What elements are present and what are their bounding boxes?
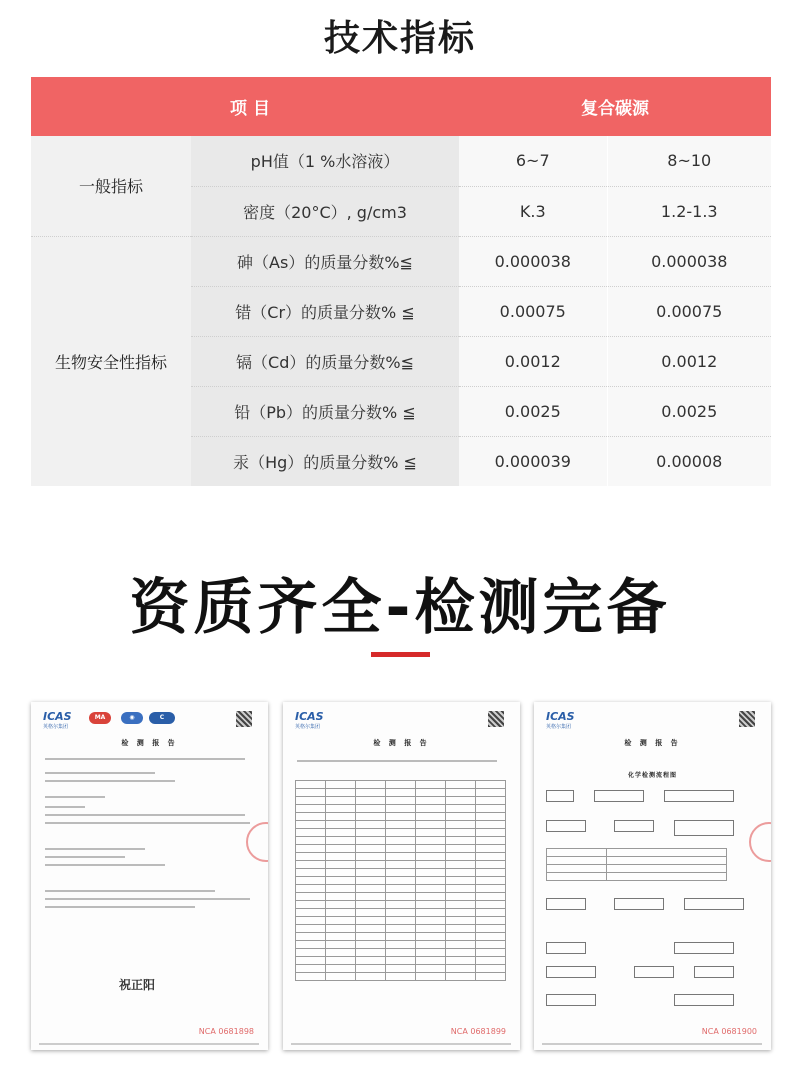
row-value-1: 0.000038: [459, 236, 607, 286]
text-line: [45, 906, 195, 908]
flow-box: [674, 994, 734, 1006]
row-value-2: 0.0025: [607, 386, 771, 436]
cnas-badge-icon: C: [149, 712, 175, 724]
text-line: [45, 822, 250, 824]
row-item: 错（Cr）的质量分数% ≦: [191, 286, 459, 336]
text-line: [45, 890, 215, 892]
signature: 祝正阳: [119, 978, 156, 992]
text-line: [45, 796, 105, 798]
text-line: [45, 864, 165, 866]
seal-stamp: [246, 822, 268, 862]
flow-box: [546, 994, 596, 1006]
flow-box: [674, 820, 734, 836]
row-value-2: 8~10: [607, 136, 771, 186]
ma-badge-icon: MA: [89, 712, 111, 724]
flow-box: [546, 942, 586, 954]
flow-box: [546, 898, 586, 910]
footer-line: [39, 1043, 259, 1045]
flow-box: [614, 898, 664, 910]
logo-subtitle: 英格尔集团: [43, 724, 69, 730]
flow-box: [614, 820, 654, 832]
row-value-1: 0.00075: [459, 286, 607, 336]
row-item: 镉（Cd）的质量分数%≦: [191, 336, 459, 386]
row-item: pH值（1 %水溶液）: [191, 136, 459, 186]
group-general: 一般指标: [31, 136, 191, 236]
flow-box: [546, 790, 574, 802]
row-value-2: 1.2-1.3: [607, 186, 771, 236]
row-value-2: 0.0012: [607, 336, 771, 386]
cert-serial: NCA 0681900: [701, 1027, 757, 1036]
row-value-1: 6~7: [459, 136, 607, 186]
spec-table: [31, 77, 771, 486]
icas-logo: ICAS: [295, 710, 324, 723]
row-item: 汞（Hg）的质量分数% ≦: [191, 436, 459, 486]
row-value-1: 0.0025: [459, 386, 607, 436]
text-line: [45, 848, 145, 850]
flow-box: [664, 790, 734, 802]
flow-box: [694, 966, 734, 978]
certificate-image-2[interactable]: [283, 702, 520, 1050]
text-line: [45, 772, 155, 774]
reagent-table: [546, 848, 727, 881]
footer-line: [291, 1043, 511, 1045]
flow-box: [546, 820, 586, 832]
cert-heading: 检 测 报 告: [121, 739, 178, 747]
section-title-tech-specs: 技术指标: [323, 18, 476, 59]
row-value-2: 0.000038: [607, 236, 771, 286]
row-value-1: 0.0012: [459, 336, 607, 386]
seal-stamp: [749, 822, 771, 862]
title-underline: [371, 652, 430, 657]
table-header-row: [31, 77, 771, 136]
logo-subtitle: 英格尔集团: [546, 724, 572, 730]
flow-box: [546, 966, 596, 978]
qr-code-icon: [739, 711, 755, 727]
icas-logo: ICAS: [43, 710, 72, 723]
text-line: [45, 806, 85, 808]
cert-subheading: 化学检测流程图: [627, 772, 677, 779]
row-item: 砷（As）的质量分数%≦: [191, 236, 459, 286]
results-table: [295, 780, 506, 981]
section-title-certifications: 资质齐全-检测完备: [129, 573, 671, 643]
text-line: [45, 780, 175, 782]
flow-box: [684, 898, 744, 910]
certificate-image-3[interactable]: [534, 702, 771, 1050]
row-value-1: K.3: [459, 186, 607, 236]
header-product: 复合碳源: [459, 77, 771, 136]
cert-serial: NCA 0681899: [450, 1027, 506, 1036]
qr-code-icon: [488, 711, 504, 727]
logo-subtitle: 英格尔集团: [295, 724, 321, 730]
flow-box: [674, 942, 734, 954]
row-value-2: 0.00008: [607, 436, 771, 486]
row-item: 铅（Pb）的质量分数% ≦: [191, 386, 459, 436]
row-value-2: 0.00075: [607, 286, 771, 336]
certificate-image-1[interactable]: [31, 702, 268, 1050]
ilac-badge-icon: ◉: [121, 712, 143, 724]
group-biosafety: 生物安全性指标: [31, 236, 191, 486]
text-line: [45, 814, 245, 816]
table-row: [31, 236, 771, 286]
row-value-1: 0.000039: [459, 436, 607, 486]
flow-box: [634, 966, 674, 978]
cert-serial: NCA 0681898: [198, 1027, 254, 1036]
cert-heading: 检 测 报 告: [373, 739, 430, 747]
flow-box: [594, 790, 644, 802]
row-item: 密度（20°C）, g/cm3: [191, 186, 459, 236]
footer-line: [542, 1043, 762, 1045]
icas-logo: ICAS: [546, 710, 575, 723]
text-line: [45, 856, 125, 858]
qr-code-icon: [236, 711, 252, 727]
table-row: [31, 136, 771, 186]
header-item: 项 目: [31, 77, 459, 136]
text-line: [45, 898, 250, 900]
cert-heading: 检 测 报 告: [624, 739, 681, 747]
text-line: [45, 758, 245, 760]
text-line: [297, 760, 497, 762]
